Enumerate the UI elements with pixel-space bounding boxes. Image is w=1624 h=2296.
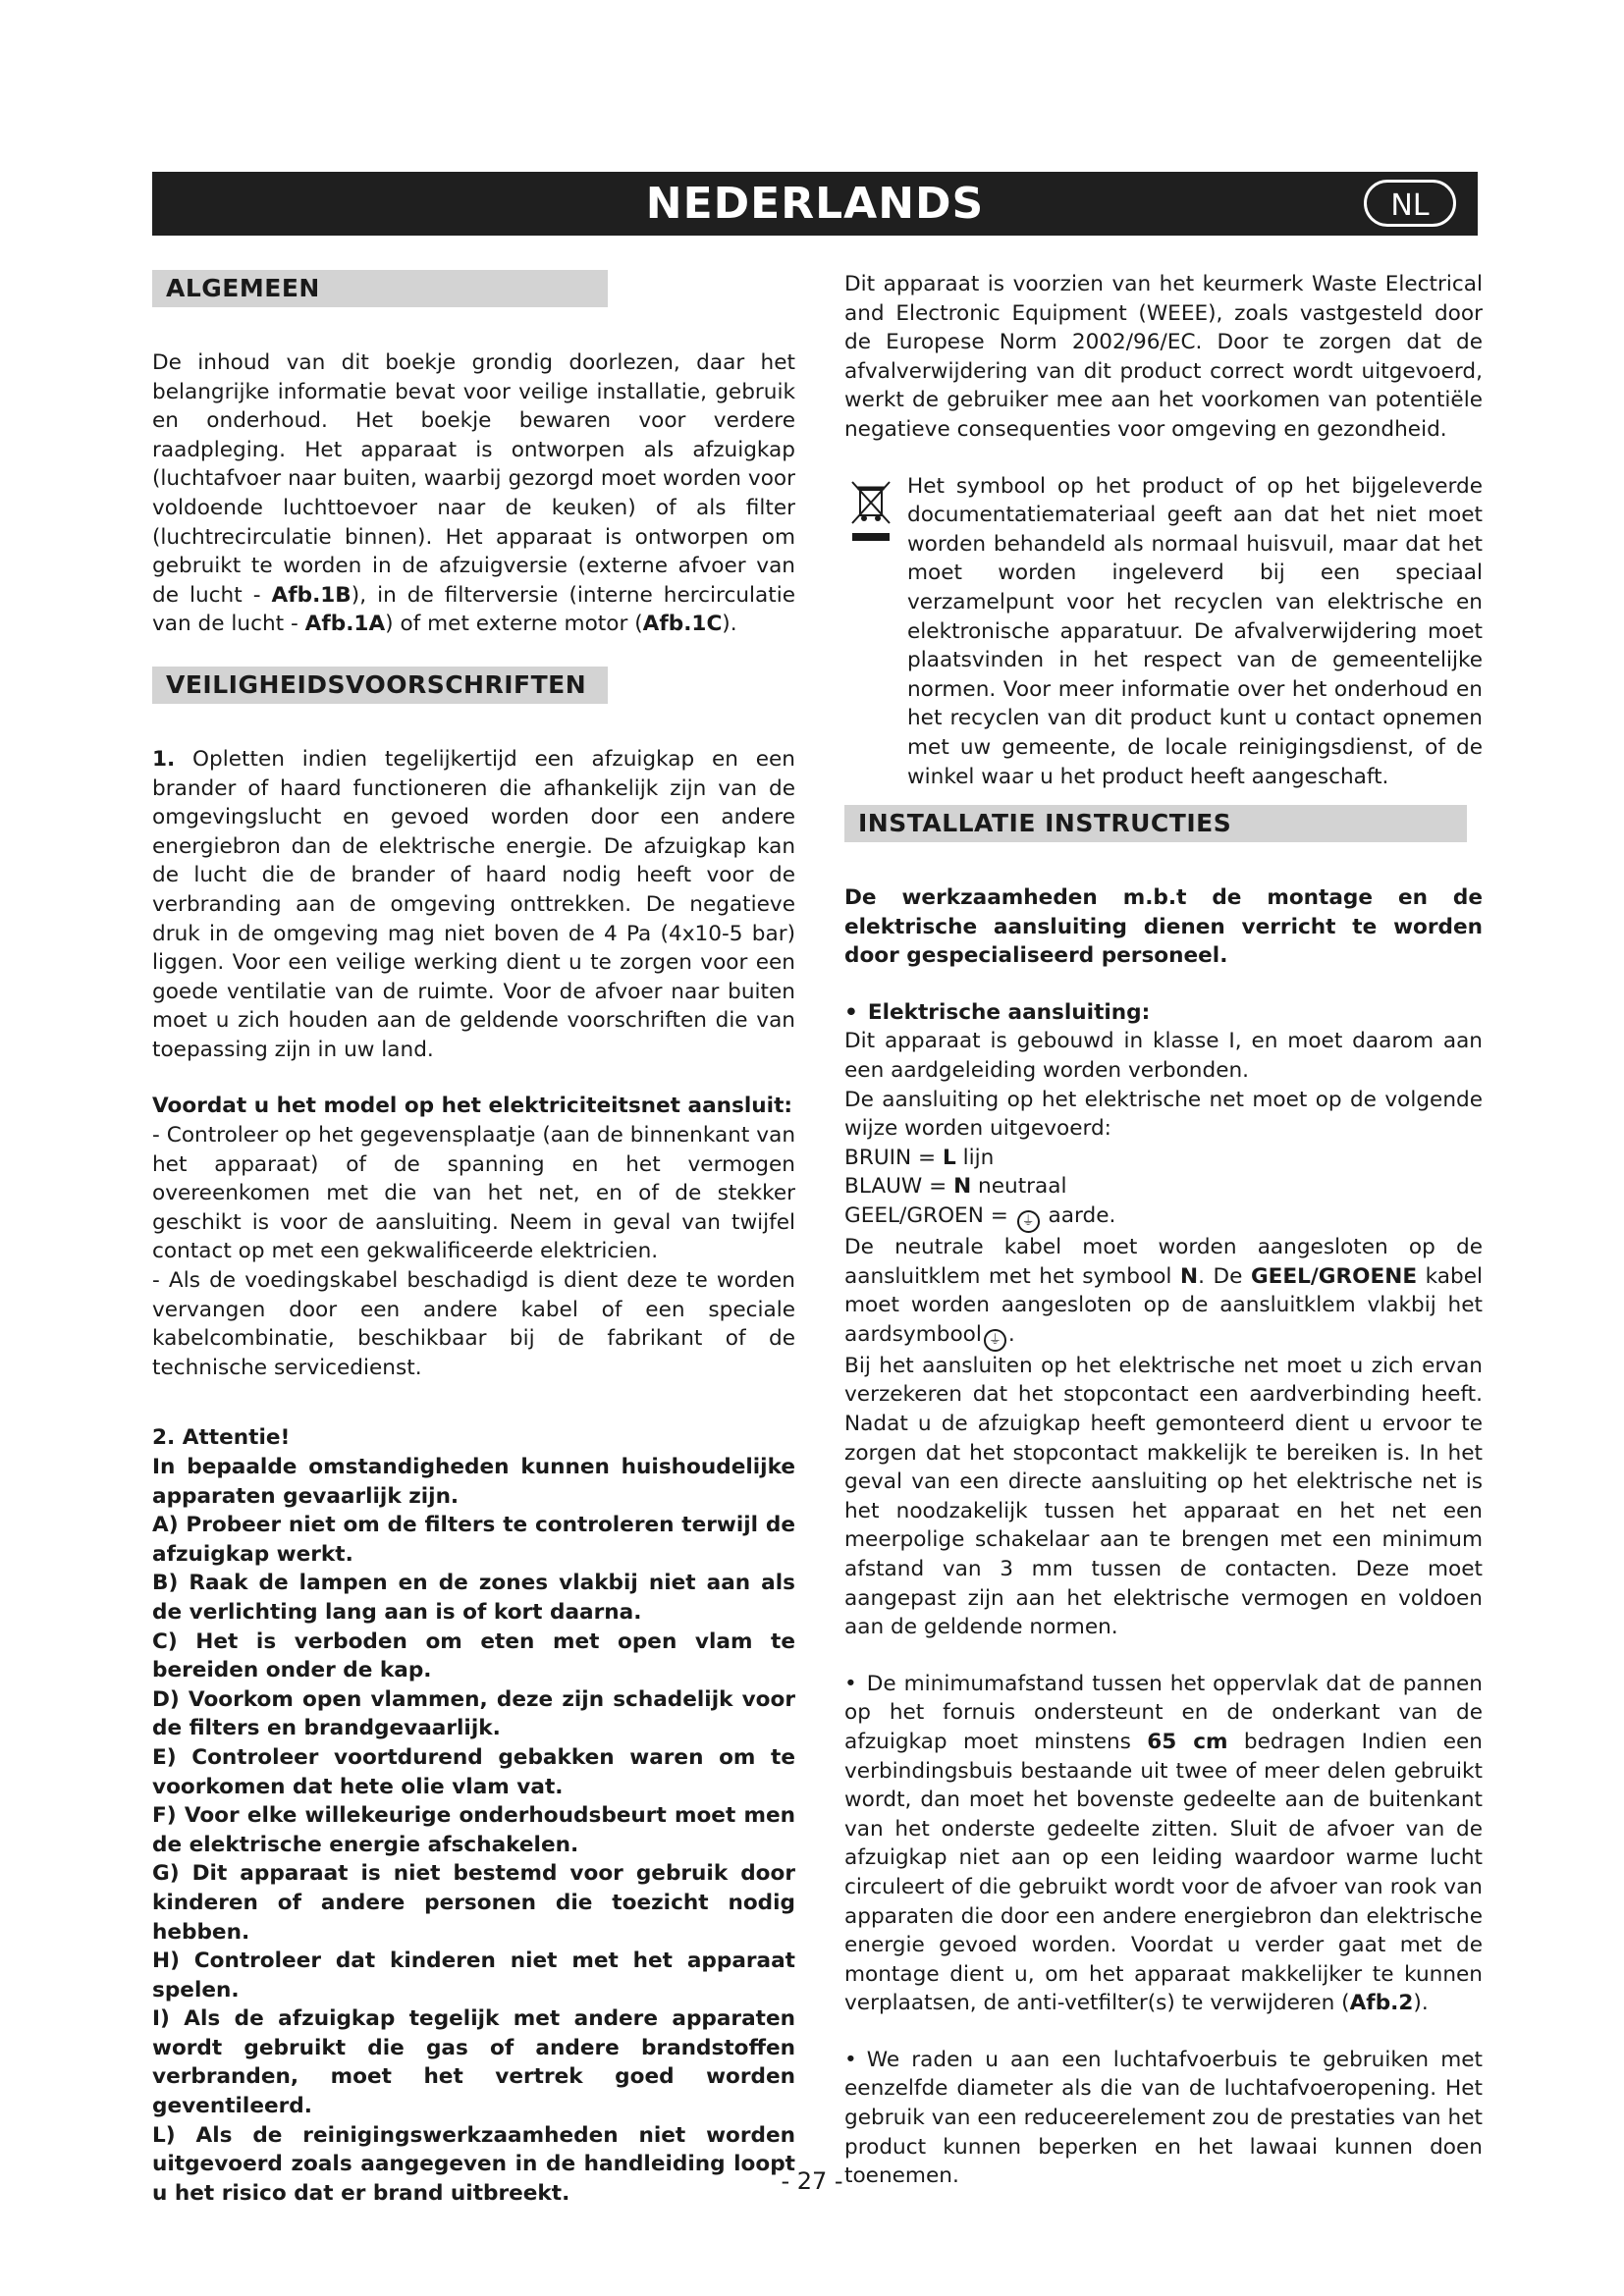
warning-item: E) Controleer voortdurend gebakken waren om te voorkomen dat hete olie vlam vat. [152, 1744, 795, 1799]
language-badge: NL [1364, 180, 1456, 227]
figure-ref: Afb.1C [642, 612, 723, 637]
weee-symbol-text: Het symbool op het product of op het bijgeleverde documentatiemateriaal geeft aan dat het niet moet worden behandeld als normaal huisvuil, maar dat het moet worden ingeleverd bij een speciaal verzamelpunt voor het recyclen van elektrische en elektronische apparatuur. De afvalverwijdering moet plaatsvinden in het respect van de gemeentelijke normen. Voor meer informatie over het onderhoud en het recyclen van dit product kunt u contact opnemen met uw gemeente, de locale reinigingsdienst, of de winkel waar u het product heeft aangeschaft. [907, 473, 1483, 789]
connect-cable: - Als de voedingskabel beschadigd is dient deze te worden vervangen door een andere kabel of een speciale kabelcombinatie, beschikbaar bij de fabrikant of de technische servicedienst. [152, 1268, 795, 1380]
left-column [152, 270, 795, 2208]
right-column [844, 270, 1483, 2191]
crossed-out-wheelie-bin-icon [848, 476, 893, 549]
distance-paragraph: • De minimumafstand tussen het oppervlak dat de pannen op het fornuis ondersteunt en de onderkant van de afzuigkap moet minstens 65 cm bedragen Indien een verbindingsbuis bestaande uit twee of meer delen gebruikt wordt, dan moet het bovenste gedeelte aan de buitenkant van het onderste gedeelte zitten. Sluit de afvoer van de afzuigkap niet aan op een leiding waardoor warme lucht circuleert of die gebruikt wordt voor de afvoer van rook van apparaten die door een andere energiebron dan elektrische energie gevoed worden. Voordat u verder gaat met de montage dient u, om het apparaat makkelijker te kunnen verplaatsen, de anti-vetfilter(s) te verwijderen (Afb.2). [844, 1670, 1483, 2018]
attention-heading: 2. Attentie! [152, 1425, 291, 1451]
warning-item: A) Probeer niet om de filters te controleren terwijl de afzuigkap werkt. [152, 1513, 795, 1567]
wire-brown: BRUIN = L lijn [844, 1145, 995, 1170]
warning-item: F) Voor elke willekeurige onderhoudsbeurt moet men de elektrische energie afschakelen. [152, 1803, 795, 1857]
wire-blue: BLAUW = N neutraal [844, 1174, 1067, 1200]
socket-paragraph: Bij het aansluiten op het elektrische net moet u zich ervan verzekeren dat het stopcontact een aardverbinding heeft. Nadat u de afzuigkap heeft gemonteerd dient u ervoor te zorgen dat het stopcontact makkelijk te bereiken is. In het geval van een directe aansluiting op het elektrische net is het noodzakelijk tussen het apparaat en het net een meerpolige schakelaar aan te brengen met een minimum afstand van 3 mm tussen de contacten. Deze moet aangepast zijn aan het elektrische vermogen en voldoen aan de geldende normen. [844, 1353, 1483, 1640]
section-heading-algemeen: ALGEMEEN [152, 270, 608, 307]
figure-ref: Afb.2 [1349, 1991, 1414, 2016]
neutral-wire-paragraph: De neutrale kabel moet worden aangesloten op de aansluitklem met het symbool N. De GEEL/GROENE kabel moet worden aangesloten op de aansluitklem vlakbij het aardsymbool ⏚ . [844, 1233, 1483, 1352]
page-number: - 27 - [781, 2167, 843, 2195]
warning-item: L) Als de reinigingswerkzaamheden niet worden uitgevoerd zoals aangegeven in de handleiding loopt u het risico dat er brand uitbreekt. [152, 2122, 795, 2206]
wire-yellow-green: GEEL/GROEN = ⏚ aarde. [844, 1201, 1483, 1233]
duct-paragraph: • We raden u aan een luchtafvoerbuis te gebruiken met eenzelfde diameter als die van de luchtafvoeropening. Het gebruik van een reduceerelement zou de prestaties van het product kunnen beperken en het lawaai kunnen doen toenemen. [844, 2046, 1483, 2191]
warning-item: G) Dit apparaat is niet bestemd voor gebruik door kinderen of andere personen die toezicht nodig hebben. [152, 1861, 795, 1945]
attention-intro: In bepaalde omstandigheden kunnen huishoudelijke apparaten gevaarlijk zijn. [152, 1455, 795, 1509]
warning-item: H) Controleer dat kinderen niet met het apparaat spelen. [152, 1949, 795, 2002]
earth-ground-symbol-icon: ⏚ [1017, 1210, 1040, 1233]
weee-intro: Dit apparaat is voorzien van het keurmerk Waste Electrical and Electronic Equipment (WEEE), zoals vastgesteld door de Europese Norm 2002/96/EC. Door te zorgen dat de afvalverwijdering van dit product correct wordt uitgevoerd, werkt de gebruiker mee aan het voorkomen van potentiële negatieve consequenties voor omgeving en gezondheid. [844, 272, 1483, 442]
warning-item: D) Voorkom open vlammen, deze zijn schadelijk voor de filters en brandgevaarlijk. [152, 1686, 795, 1741]
warning-item: C) Het is verboden om eten met open vlam te bereiden onder de kap. [152, 1629, 795, 1683]
electrical-method: De aansluiting op het elektrische net moet op de volgende wijze worden uitgevoerd: [844, 1087, 1483, 1142]
electrical-heading: • Elektrische aansluiting: [844, 998, 1483, 1028]
general-paragraph: De inhoud van dit boekje grondig doorlezen, daar het belangrijke informatie bevat voor veilige installatie, gebruik en onderhoud. Het boekje bewaren voor verdere raadpleging. Het apparaat is ontworpen als afzuigkap (luchtafvoer naar buiten, waarbij gezorgd moet worden voor voldoende luchttoevoer naar de keuken) of als filter (luchtrecirculatie binnen). Het apparaat is ontworpen om gebruikt te worden in de afzuigversie (externe afvoer van de lucht - Afb.1B), in de filterversie (interne hercirculatie van de lucht - Afb.1A) of met externe motor (Afb.1C). [152, 350, 795, 637]
connect-heading: Voordat u het model op het elektriciteitsnet aansluit: [152, 1094, 793, 1119]
language-banner [152, 172, 1478, 236]
safety-item-1: 1. Opletten indien tegelijkertijd een afzuigkap en een brander of haard functioneren die afhankelijk zijn van de omgevingslucht en gevoed worden door een andere energiebron dan de elektrische energie. De afzuigkap kan de lucht die de brander of haard nodig heeft voor de verbranding aan de omgeving onttrekken. De negatieve druk in de omgeving mag niet boven de 4 Pa (4x10-5 bar) liggen. Voor een veilige werking dient u te zorgen voor een goede ventilatie van de ruimte. Voor de afvoer naar buiten moet u zich houden aan de geldende voorschriften die van toepassing zijn in uw land. [152, 746, 795, 1062]
figure-ref: Afb.1B [271, 582, 352, 608]
warning-item: I) Als de afzuigkap tegelijk met andere apparaten wordt gebruikt die gas of andere brandstoffen verbranden, moet het vertrek goed worden geventileerd. [152, 2006, 795, 2119]
connect-check: - Controleer op het gegevensplaatje (aan de binnenkant van het apparaat) of de spanning en het vermogen overeenkomen met die van het net, en of de stekker geschikt is voor de aansluiting. Neem in geval van twijfel contact op met een gekwalificeerde elektricien. [152, 1123, 795, 1264]
figure-ref: Afb.1A [304, 612, 386, 637]
earth-ground-symbol-icon: ⏚ [984, 1329, 1006, 1352]
weee-block [844, 472, 1483, 792]
warning-item: B) Raak de lampen en de zones vlakbij niet aan als de verlichting lang aan is of kort daarna. [152, 1571, 795, 1625]
language-title: NEDERLANDS [645, 179, 985, 229]
section-heading-installation: INSTALLATIE INSTRUCTIES [844, 805, 1467, 842]
section-heading-safety: VEILIGHEIDSVOORSCHRIFTEN [152, 667, 608, 704]
electrical-class: Dit apparaat is gebouwd in klasse I, en moet daarom aan een aardgeleiding worden verbonden. [844, 1029, 1483, 1084]
installation-warning: De werkzaamheden m.b.t de montage en de elektrische aansluiting dienen verricht te worden door gespecialiseerd personeel. [844, 885, 1483, 969]
